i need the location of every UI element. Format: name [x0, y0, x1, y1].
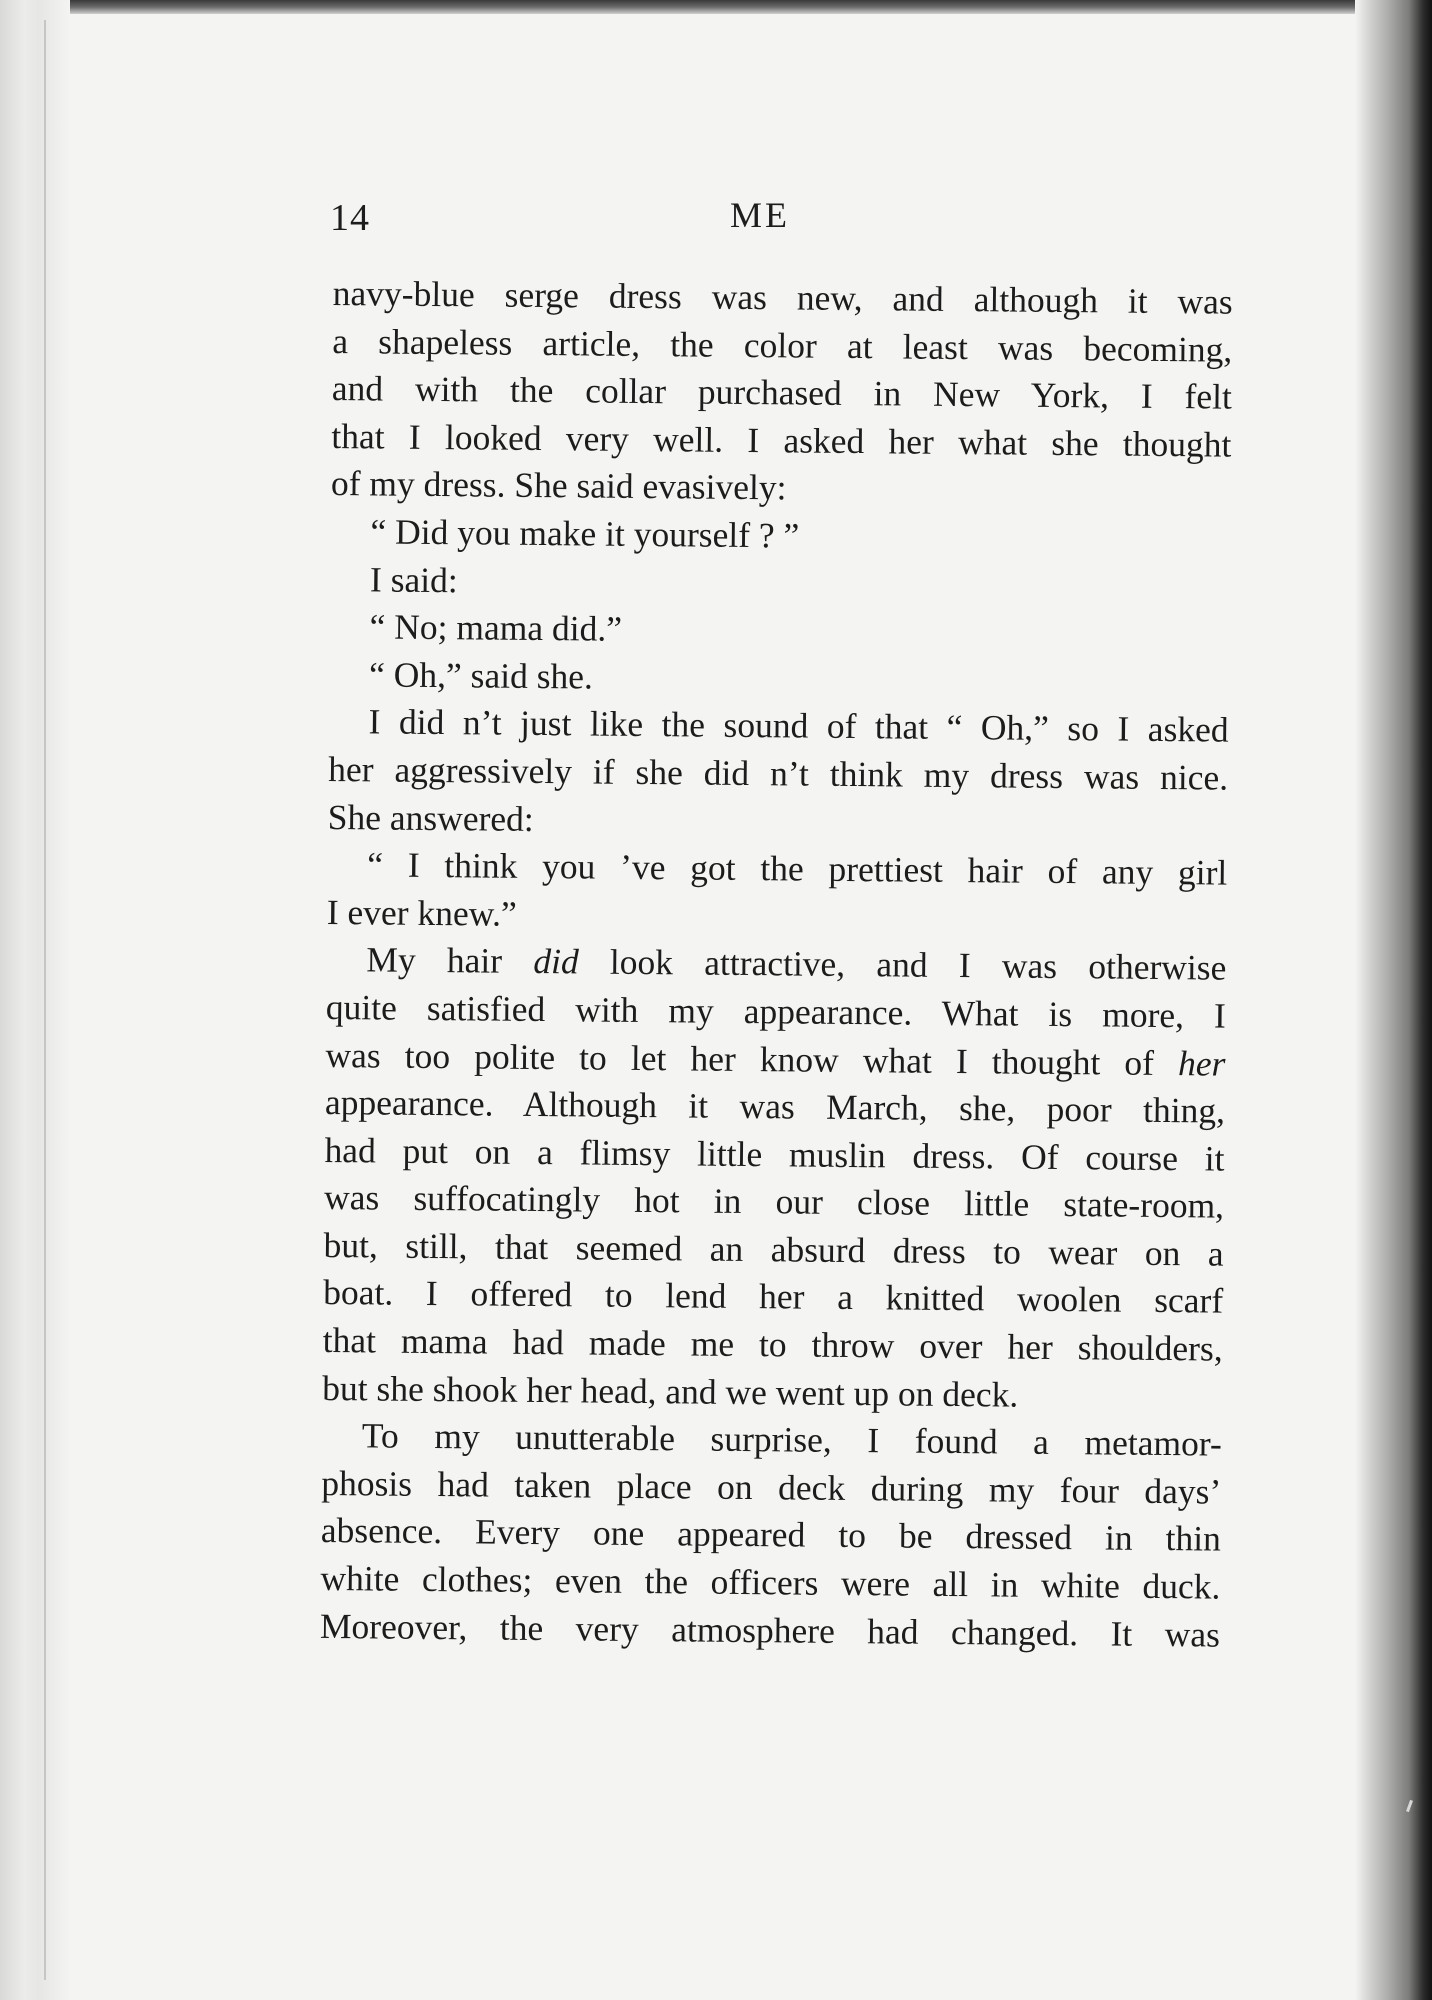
text-line: had put on a flimsy little muslin dress. Of course it	[324, 1129, 1225, 1179]
text-line: I ever knew.”	[326, 891, 517, 934]
text-line: Moreover, the very atmosphere had changed. It was	[319, 1605, 1221, 1655]
text-line: My hair did look attractive, and I was otherwise	[366, 939, 1227, 988]
gutter-fold-line	[44, 20, 46, 1980]
book-edge-shadow	[1355, 0, 1432, 2000]
text-line: She answered:	[327, 796, 534, 839]
text-line: a shapeless article, the color at least was becoming,	[332, 320, 1233, 370]
text-line: I said:	[369, 558, 458, 600]
text-line: “ No; mama did.”	[369, 606, 623, 649]
text-line: phosis had taken place on deck during my four days’	[321, 1462, 1222, 1512]
text-line: and with the collar purchased in New York, I felt	[331, 368, 1233, 417]
italic-emphasis: her	[1177, 1042, 1226, 1084]
text-line: “ Did you make it yourself ? ”	[370, 511, 800, 556]
italic-emphasis: did	[533, 941, 579, 982]
body-text	[320, 270, 1233, 1659]
page-top-shadow	[0, 0, 1432, 14]
text-line: To my unutterable surprise, I found a metamor-	[361, 1415, 1222, 1464]
text-line: “ I think you ’ve got the prettiest hair of any girl	[367, 844, 1228, 893]
text-line: white clothes; even the officers were all in white duck.	[320, 1557, 1221, 1607]
text-line: navy-blue serge dress was new, and although it was	[332, 272, 1233, 322]
page-number: 14	[330, 197, 370, 239]
text-line: boat. I offered to lend her a knitted woolen scarf	[322, 1272, 1224, 1322]
text-line: absence. Every one appeared to be dressed in thin	[320, 1510, 1222, 1560]
text-line: “ Oh,” said she.	[368, 654, 594, 697]
text-line: but, still, that seemed an absurd dress to wear on a	[323, 1224, 1224, 1274]
text-line: was suffocatingly hot in our close little state-room,	[323, 1177, 1225, 1226]
text-line: that I looked very well. I asked her what she thought	[331, 415, 1232, 465]
text-line: of my dress. She said evasively:	[330, 463, 787, 508]
text-line: that mama had made me to throw over her shoulders,	[322, 1320, 1223, 1369]
page-header	[330, 196, 1230, 256]
text-line: quite satisfied with my appearance. What is more, I	[325, 986, 1227, 1036]
text-line: I did n’t just like the sound of that “ Oh,” so I asked	[368, 701, 1229, 750]
text-line: appearance. Although it was March, she, poor thing,	[324, 1082, 1226, 1131]
running-head: ME	[730, 195, 790, 235]
text-line: her aggressively if she did n’t think my dress was nice.	[328, 748, 1229, 798]
text-line: was too polite to let her know what I thought of her	[325, 1034, 1226, 1084]
page-gutter-shading	[0, 0, 70, 2000]
text-line: but she shook her head, and we went up on deck.	[322, 1367, 1019, 1415]
